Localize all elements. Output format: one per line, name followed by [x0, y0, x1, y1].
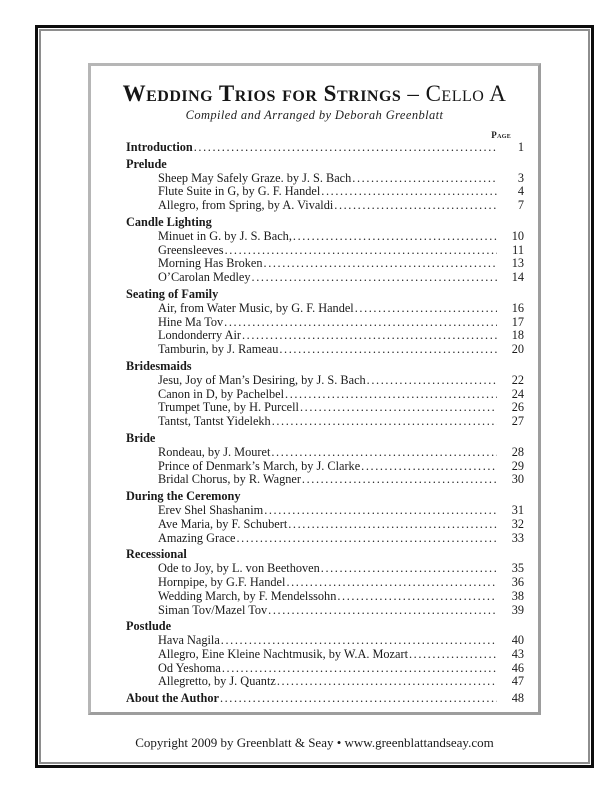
toc-page-number: 47: [511, 674, 524, 689]
toc-page-number: 33: [511, 530, 524, 545]
toc-entry-label: Ode to Joy, by L. von Beethoven: [158, 561, 320, 576]
toc-dot-leader: [321, 185, 497, 199]
toc-page-number: 10: [511, 228, 524, 243]
toc-page-number: 24: [511, 386, 524, 401]
toc-entry-label: Bridal Chorus, by R. Wagner: [158, 472, 301, 487]
toc-dot-leader: [302, 473, 497, 487]
toc-dot-leader: [277, 675, 497, 689]
toc-row: [126, 432, 524, 446]
toc-page-number: 39: [511, 602, 524, 617]
toc-row: [126, 230, 524, 244]
toc-row: [126, 692, 524, 706]
toc-dot-leader: [337, 590, 497, 604]
toc-entry-label: Minuet in G. by J. S. Bach,: [158, 228, 292, 243]
toc-row: [126, 518, 524, 532]
toc-entry-label: Air, from Water Music, by G. F. Handel: [158, 300, 354, 315]
toc-row: [126, 141, 524, 155]
toc-page-number: 36: [511, 574, 524, 589]
toc-dot-leader: [272, 415, 497, 429]
toc-entry-label: Candle Lighting: [126, 214, 212, 229]
toc-dot-leader: [222, 662, 497, 676]
toc-row: [126, 374, 524, 388]
toc-page-number: 17: [511, 314, 524, 329]
toc-entry-label: Jesu, Joy of Man’s Desiring, by J. S. Bach: [158, 372, 366, 387]
toc-page-number: 1: [517, 140, 524, 154]
toc-dot-leader: [221, 634, 497, 648]
toc-entry-label: Ave Maria, by F. Schubert: [158, 516, 288, 531]
toc-page-number: 18: [511, 328, 524, 343]
toc-page-number: 14: [511, 270, 524, 285]
toc-row: [126, 388, 524, 402]
toc-dot-leader: [367, 374, 497, 388]
toc-dot-leader: [361, 460, 497, 474]
book-title-part: – Cello A: [407, 81, 507, 106]
toc-dot-leader: [355, 302, 497, 316]
toc-entry-label: Od Yeshoma: [158, 660, 221, 675]
toc-page-number: 27: [511, 414, 524, 429]
toc-dot-leader: [288, 518, 497, 532]
toc-row: [126, 244, 524, 258]
toc-row: [126, 158, 524, 172]
toc-dot-leader: [293, 230, 497, 244]
toc-entry-label: Tamburin, by J. Rameau: [158, 342, 279, 357]
toc-row: [126, 360, 524, 374]
toc-row: [126, 302, 524, 316]
toc-entry-label: Sheep May Safely Graze. by J. S. Bach: [158, 170, 352, 185]
toc-entry-label: Amazing Grace: [158, 530, 236, 545]
toc-row: [126, 548, 524, 562]
toc-entry-label: Flute Suite in G, by G. F. Handel: [158, 184, 321, 199]
toc-page-number: 20: [511, 342, 524, 357]
book-title-main: Wedding Trios for Strings: [122, 81, 402, 106]
toc-page-number: 35: [511, 561, 524, 576]
toc-entry-label: Allegro, Eine Kleine Nachtmusik, by W.A. Mozart: [158, 646, 408, 661]
toc-row: [126, 590, 524, 604]
toc-dot-leader: [242, 329, 497, 343]
toc-row: [126, 532, 524, 546]
toc-entry-label: Bride: [126, 430, 156, 445]
toc-entry-label: Seating of Family: [126, 286, 219, 301]
toc-dot-leader: [194, 141, 497, 155]
toc-row: [126, 316, 524, 330]
toc-entry-label: About the Author: [126, 691, 219, 706]
toc-page-number: 32: [511, 516, 524, 531]
toc-row: [126, 634, 524, 648]
toc-page-number: 4: [517, 184, 524, 199]
toc-dot-leader: [237, 532, 498, 546]
toc-row: [126, 562, 524, 576]
copyright-footer: Copyright 2009 by Greenblatt & Seay • www.greenblattandseay.com: [135, 735, 494, 750]
toc-row: [126, 216, 524, 230]
toc-row: [126, 662, 524, 676]
toc-page-number: 38: [511, 588, 524, 603]
toc-entry-label: Londonderry Air: [158, 328, 241, 343]
toc-page-number: 48: [511, 691, 524, 706]
toc-page-number: 3: [517, 170, 524, 185]
toc-entry-label: Greensleeves: [158, 242, 224, 257]
toc-entry-label: Postlude: [126, 619, 172, 634]
toc-row: [126, 490, 524, 504]
toc-row: [126, 473, 524, 487]
toc-row: [126, 446, 524, 460]
toc-entry-label: Introduction: [126, 140, 193, 154]
toc-row: [126, 329, 524, 343]
toc-entry-label: Rondeau, by J. Mouret: [158, 444, 271, 459]
toc-page-number: 43: [511, 646, 524, 661]
toc-row: [126, 675, 524, 689]
toc-entry-label: Hine Ma Tov: [158, 314, 224, 329]
toc-page-number: 46: [511, 660, 524, 675]
toc-dot-leader: [300, 401, 497, 415]
toc-entry-label: Hornpipe, by G.F. Handel: [158, 574, 286, 589]
toc-row: [126, 199, 524, 213]
toc-dot-leader: [268, 604, 497, 618]
toc-row: [126, 648, 524, 662]
toc-dot-leader: [264, 504, 497, 518]
toc-row: [126, 401, 524, 415]
toc-entry-label: Allegro, from Spring, by A. Vivaldi: [158, 198, 334, 213]
toc-row: [126, 576, 524, 590]
toc-dot-leader: [285, 388, 497, 402]
toc-row: [126, 620, 524, 634]
toc-row: [126, 343, 524, 357]
toc-entry-label: Allegretto, by J. Quantz: [158, 674, 276, 689]
toc-page-number: 22: [511, 372, 524, 387]
toc-entry-label: Trumpet Tune, by H. Purcell: [158, 400, 299, 415]
toc-page-number: 11: [512, 242, 524, 257]
toc-dot-leader: [321, 562, 497, 576]
toc-page-number: 30: [511, 472, 524, 487]
toc-entry-label: Erev Shel Shashanim: [158, 502, 264, 517]
toc-page-number: 40: [511, 633, 524, 648]
toc-row: [126, 604, 524, 618]
toc-page-number: 29: [511, 458, 524, 473]
toc-dot-leader: [264, 257, 497, 271]
toc-dot-leader: [409, 648, 497, 662]
book-title: [91, 81, 538, 107]
toc-entry-label: O’Carolan Medley: [158, 270, 251, 285]
book-subtitle: Compiled and Arranged by Deborah Greenblatt: [185, 108, 444, 122]
toc-list: [91, 141, 538, 706]
toc-row: [126, 415, 524, 429]
toc-dot-leader: [352, 172, 497, 186]
toc-page-number: 13: [511, 256, 524, 271]
toc-entry-label: Siman Tov/Mazel Tov: [158, 602, 268, 617]
toc-dot-leader: [286, 576, 497, 590]
toc-dot-leader: [252, 271, 497, 285]
toc-page-number: 16: [511, 300, 524, 315]
toc-dot-leader: [271, 446, 497, 460]
toc-entry-label: Hava Nagila: [158, 633, 220, 648]
toc-entry-label: Prince of Denmark’s March, by J. Clarke: [158, 458, 361, 473]
toc-dot-leader: [220, 692, 497, 706]
toc-page-number: 31: [511, 502, 524, 517]
toc-entry-label: During the Ceremony: [126, 489, 241, 504]
toc-row: [126, 257, 524, 271]
toc-page-number: 28: [511, 444, 524, 459]
toc-entry-label: Canon in D, by Pachelbel: [158, 386, 285, 401]
toc-entry-label: Recessional: [126, 547, 187, 562]
toc-row: [126, 504, 524, 518]
toc-entry-label: Tantst, Tantst Yidelekh: [158, 414, 271, 429]
toc-entry-label: Wedding March, by F. Mendelssohn: [158, 588, 337, 603]
toc-dot-leader: [225, 244, 497, 258]
toc-dot-leader: [279, 343, 497, 357]
toc-row: [126, 460, 524, 474]
toc-page-number: 26: [511, 400, 524, 415]
page-column-label: Page: [491, 130, 511, 140]
toc-row: [126, 271, 524, 285]
toc-content-box: [88, 63, 541, 715]
toc-row: [126, 172, 524, 186]
toc-page-number: 7: [517, 198, 524, 213]
toc-dot-leader: [224, 316, 497, 330]
toc-dot-leader: [334, 199, 497, 213]
toc-entry-label: Prelude: [126, 156, 167, 171]
toc-row: [126, 288, 524, 302]
toc-row: [126, 185, 524, 199]
toc-entry-label: Morning Has Broken: [158, 256, 263, 271]
toc-entry-label: Bridesmaids: [126, 358, 192, 373]
